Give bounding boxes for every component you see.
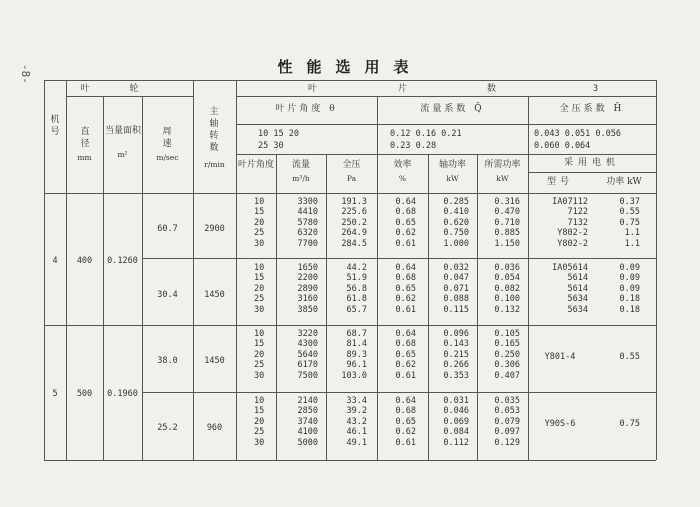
table-cell: 0.68 — [395, 273, 416, 284]
coef-angles-row1: 10 15 20 — [258, 129, 299, 139]
group-press-column — [326, 396, 377, 448]
table-cell: 0.65 — [395, 283, 416, 294]
machine-diameter: 400 — [76, 256, 93, 266]
table-cell: 0.61 — [395, 238, 416, 249]
table-cell: 0.65 — [395, 416, 416, 427]
table-bottom-border — [44, 460, 656, 461]
table-right-border — [656, 80, 657, 460]
table-cell: 0.64 — [395, 263, 416, 273]
table-cell: 0.031 — [443, 396, 469, 406]
table-cell: 43.2 — [346, 416, 367, 427]
table-cell: 0.68 — [395, 207, 416, 218]
group-power-column — [592, 197, 656, 249]
group-angle-column — [236, 396, 276, 448]
col-flow-unit: m³/h — [292, 174, 310, 183]
table-cell: 2140 — [297, 396, 318, 406]
header-blade-angle: 叶片角度 θ — [275, 104, 338, 114]
group-eff-column — [377, 197, 428, 249]
col-pressure-unit: Pa — [346, 174, 357, 183]
group-shaft-column — [428, 263, 477, 315]
table-cell: 0.079 — [494, 416, 520, 427]
table-cell: 0.036 — [494, 263, 520, 273]
table-cell: 0.285 — [443, 197, 469, 207]
table-cell: 3850 — [297, 304, 318, 315]
col-req-header: 所需功率 — [484, 160, 521, 170]
table-cell: 6170 — [297, 360, 318, 371]
table-cell: 10 — [254, 396, 265, 406]
table-cell: 0.097 — [494, 427, 520, 438]
group-model: Y801-4 — [544, 352, 576, 362]
table-cell: 10 — [254, 263, 265, 273]
table-cell: 0.64 — [395, 329, 416, 339]
page-title: 性能选用表 — [277, 58, 423, 76]
table-cell: 0.112 — [443, 437, 469, 448]
table-cell: 191.3 — [341, 197, 367, 207]
group-flow-column — [276, 263, 326, 315]
table-cell: 25 — [254, 427, 265, 438]
table-cell: 0.035 — [494, 396, 520, 406]
table-cell: 250.2 — [341, 217, 367, 228]
table-cell: 0.047 — [443, 273, 469, 284]
group-speed: 25.2 — [157, 423, 178, 433]
table-cell: 0.316 — [494, 197, 520, 207]
table-cell: Y802-2 — [557, 228, 588, 239]
table-cell: 15 — [254, 207, 265, 218]
group-angle-column — [236, 329, 276, 381]
table-cell: 3160 — [297, 294, 318, 305]
group-eff-column — [377, 329, 428, 381]
table-cell: 0.65 — [395, 217, 416, 228]
group-speed: 38.0 — [157, 356, 178, 366]
table-cell: 0.62 — [395, 360, 416, 371]
table-cell: 0.082 — [494, 283, 520, 294]
table-cell: 0.470 — [494, 207, 520, 218]
table-cell: 25 — [254, 228, 265, 239]
coef-h-row1: 0.043 0.051 0.056 — [534, 129, 621, 139]
header-flow-coef: 流量系数 Q̄ — [420, 104, 485, 114]
table-cell: 5640 — [297, 349, 318, 360]
header-diameter: 直径 — [80, 127, 90, 149]
blade-count: 3 — [593, 84, 599, 94]
rule — [66, 96, 193, 97]
header-shu: 数 — [487, 84, 497, 94]
table-cell: 0.132 — [494, 304, 520, 315]
table-cell: 0.750 — [443, 228, 469, 239]
table-cell: 5780 — [297, 217, 318, 228]
table-cell: 284.5 — [341, 238, 367, 249]
table-cell: 7500 — [297, 370, 318, 381]
group-eff-column — [377, 263, 428, 315]
rule — [142, 258, 656, 259]
table-cell: 0.68 — [395, 339, 416, 350]
group-angle-column — [236, 263, 276, 315]
table-cell: 0.032 — [443, 263, 469, 273]
table-cell: 0.61 — [395, 437, 416, 448]
table-cell: 0.353 — [443, 370, 469, 381]
group-flow-column — [276, 197, 326, 249]
rule — [236, 96, 656, 97]
table-cell: 0.62 — [395, 228, 416, 239]
rule — [142, 392, 656, 393]
table-cell: 5614 — [567, 273, 588, 284]
table-cell: 1.1 — [624, 238, 640, 249]
table-cell: 0.18 — [619, 294, 640, 305]
machine-area: 0.1960 — [107, 389, 138, 399]
table-cell: 3220 — [297, 329, 318, 339]
table-cell: 0.250 — [494, 349, 520, 360]
group-speed: 30.4 — [157, 290, 178, 300]
table-cell: 2200 — [297, 273, 318, 284]
group-shaft-column — [428, 329, 477, 381]
group-req-column — [477, 263, 528, 315]
header-rpm: 主轴转数 — [209, 107, 219, 153]
table-cell: 0.64 — [395, 396, 416, 406]
table-cell: 46.1 — [346, 427, 367, 438]
rule — [66, 80, 67, 460]
table-cell: 81.4 — [346, 339, 367, 350]
group-req-column — [477, 329, 528, 381]
table-cell: 5000 — [297, 437, 318, 448]
group-power: 0.75 — [619, 419, 640, 429]
group-rpm: 960 — [206, 423, 223, 433]
table-cell: 65.7 — [346, 304, 367, 315]
header-pian: 片 — [398, 84, 408, 94]
table-cell: 96.1 — [346, 360, 367, 371]
table-cell: 0.165 — [494, 339, 520, 350]
table-cell: 15 — [254, 339, 265, 350]
table-cell: 15 — [254, 406, 265, 417]
col-motor-header: 采用电机 — [563, 158, 620, 168]
table-cell: 10 — [254, 329, 265, 339]
machine-no: 4 — [52, 256, 58, 266]
table-cell: 6320 — [297, 228, 318, 239]
table-cell: 0.215 — [443, 349, 469, 360]
table-cell: 0.09 — [619, 273, 640, 284]
table-cell: 0.071 — [443, 283, 469, 294]
coef-h-row2: 0.060 0.064 — [534, 141, 591, 151]
coef-q-row2: 0.23 0.28 — [390, 141, 437, 151]
group-flow-column — [276, 329, 326, 381]
table-cell: 0.710 — [494, 217, 520, 228]
table-cell: 44.2 — [346, 263, 367, 273]
rule — [44, 193, 656, 194]
rule — [236, 154, 656, 155]
header-area: 当量面积 — [105, 126, 142, 136]
table-cell: 5614 — [567, 283, 588, 294]
table-top-border — [44, 80, 656, 81]
rule — [236, 124, 656, 125]
group-press-column — [326, 197, 377, 249]
table-cell: 5634 — [567, 304, 588, 315]
table-cell: 0.143 — [443, 339, 469, 350]
header-pressure-coef: 全压系数 H̄ — [559, 104, 625, 114]
table-cell: 61.8 — [346, 294, 367, 305]
group-press-column — [326, 263, 377, 315]
table-cell: 25 — [254, 360, 265, 371]
table-cell: 103.0 — [341, 370, 367, 381]
table-cell: 0.129 — [494, 437, 520, 448]
table-cell: 1.1 — [624, 228, 640, 239]
table-cell: 0.053 — [494, 406, 520, 417]
table-cell: 30 — [254, 370, 265, 381]
table-cell: 0.620 — [443, 217, 469, 228]
rule — [44, 80, 45, 460]
group-model-column — [528, 197, 592, 249]
table-cell: 0.61 — [395, 370, 416, 381]
group-shaft-column — [428, 396, 477, 448]
table-cell: 25 — [254, 294, 265, 305]
table-cell: 1.150 — [494, 238, 520, 249]
table-cell: 0.64 — [395, 197, 416, 207]
table-cell: 264.9 — [341, 228, 367, 239]
table-cell: 225.6 — [341, 207, 367, 218]
group-flow-column — [276, 396, 326, 448]
table-cell: 0.885 — [494, 228, 520, 239]
header-jihao: 机号 — [50, 115, 60, 137]
coef-angles-row2: 25 30 — [258, 141, 284, 151]
rule — [528, 172, 656, 173]
table-cell: 7132 — [567, 217, 588, 228]
table-cell: 56.8 — [346, 283, 367, 294]
col-eff-unit: % — [398, 174, 407, 183]
table-cell: IA07112 — [552, 197, 588, 207]
rule — [142, 96, 143, 460]
table-cell: 20 — [254, 349, 265, 360]
table-cell: 30 — [254, 238, 265, 249]
col-shaft-header: 轴功率 — [438, 160, 466, 170]
col-flow-header: 流量 — [291, 160, 310, 170]
table-cell: 0.100 — [494, 294, 520, 305]
table-cell: 7700 — [297, 238, 318, 249]
table-cell: 3740 — [297, 416, 318, 427]
table-cell: 15 — [254, 273, 265, 284]
col-power-header: 功率 kW — [606, 177, 642, 187]
coef-q-row1: 0.12 0.16 0.21 — [390, 129, 462, 139]
table-cell: 0.09 — [619, 263, 640, 273]
table-cell: Y802-2 — [557, 238, 588, 249]
table-cell: 0.68 — [395, 406, 416, 417]
group-model-column — [528, 263, 592, 315]
col-shaft-unit: kW — [446, 174, 459, 183]
table-cell: 0.62 — [395, 294, 416, 305]
group-power: 0.55 — [619, 352, 640, 362]
table-cell: 20 — [254, 283, 265, 294]
table-cell: 89.3 — [346, 349, 367, 360]
table-cell: 0.088 — [443, 294, 469, 305]
col-req-unit: kW — [496, 174, 509, 183]
group-angle-column — [236, 197, 276, 249]
table-cell: 0.407 — [494, 370, 520, 381]
table-cell: 1650 — [297, 263, 318, 273]
table-cell: 0.410 — [443, 207, 469, 218]
col-angle-header: 叶片角度 — [237, 160, 274, 170]
rule — [44, 325, 656, 326]
table-cell: 0.65 — [395, 349, 416, 360]
table-cell: 5634 — [567, 294, 588, 305]
table-cell: 0.37 — [619, 197, 640, 207]
table-cell: 4410 — [297, 207, 318, 218]
col-model-header: 型号 — [546, 177, 573, 187]
table-cell: 30 — [254, 304, 265, 315]
header-speed-unit: m/sec — [156, 153, 179, 162]
table-cell: 10 — [254, 197, 265, 207]
table-cell: 1.000 — [443, 238, 469, 249]
table-cell: 3300 — [297, 197, 318, 207]
table-cell: 0.069 — [443, 416, 469, 427]
machine-area: 0.1260 — [107, 256, 138, 266]
table-cell: 0.096 — [443, 329, 469, 339]
header-ye: 叶 — [308, 84, 318, 94]
machine-no: 5 — [52, 389, 58, 399]
table-cell: 0.75 — [619, 217, 640, 228]
table-cell: 0.62 — [395, 427, 416, 438]
col-pressure-header: 全压 — [342, 160, 361, 170]
rule — [193, 80, 194, 460]
table-cell: 0.09 — [619, 283, 640, 294]
table-cell: 7122 — [567, 207, 588, 218]
table-cell: 51.9 — [346, 273, 367, 284]
group-press-column — [326, 329, 377, 381]
col-eff-header: 效率 — [393, 160, 412, 170]
header-diameter-unit: mm — [77, 153, 92, 162]
table-cell: 20 — [254, 217, 265, 228]
table-cell: 0.18 — [619, 304, 640, 315]
table-cell: 0.55 — [619, 207, 640, 218]
table-cell: 30 — [254, 437, 265, 448]
table-cell: 49.1 — [346, 437, 367, 448]
group-model: Y90S-6 — [544, 419, 576, 429]
group-req-column — [477, 396, 528, 448]
table-cell: 39.2 — [346, 406, 367, 417]
table-cell: 0.115 — [443, 304, 469, 315]
table-cell: IA05614 — [552, 263, 588, 273]
group-speed: 60.7 — [157, 224, 178, 234]
table-cell: 33.4 — [346, 396, 367, 406]
table-cell: 20 — [254, 416, 265, 427]
group-power-column — [592, 263, 656, 315]
group-rpm: 1450 — [204, 290, 225, 300]
page-number: -8- — [19, 64, 32, 84]
header-rpm-unit: r/min — [204, 160, 225, 169]
header-yelun: 叶轮 — [80, 84, 179, 94]
table-cell: 4300 — [297, 339, 318, 350]
table-cell: 0.046 — [443, 406, 469, 417]
table-cell: 0.054 — [494, 273, 520, 284]
group-eff-column — [377, 396, 428, 448]
table-cell: 0.266 — [443, 360, 469, 371]
machine-diameter: 500 — [76, 389, 93, 399]
table-cell: 2850 — [297, 406, 318, 417]
table-cell: 4100 — [297, 427, 318, 438]
table-cell: 68.7 — [346, 329, 367, 339]
table-cell: 0.105 — [494, 329, 520, 339]
group-rpm: 2900 — [204, 224, 225, 234]
table-cell: 0.61 — [395, 304, 416, 315]
group-rpm: 1450 — [204, 356, 225, 366]
header-speed: 周速 — [162, 127, 172, 149]
group-shaft-column — [428, 197, 477, 249]
table-cell: 0.306 — [494, 360, 520, 371]
group-req-column — [477, 197, 528, 249]
table-cell: 2890 — [297, 283, 318, 294]
header-area-unit: m² — [117, 150, 128, 159]
table-cell: 0.084 — [443, 427, 469, 438]
